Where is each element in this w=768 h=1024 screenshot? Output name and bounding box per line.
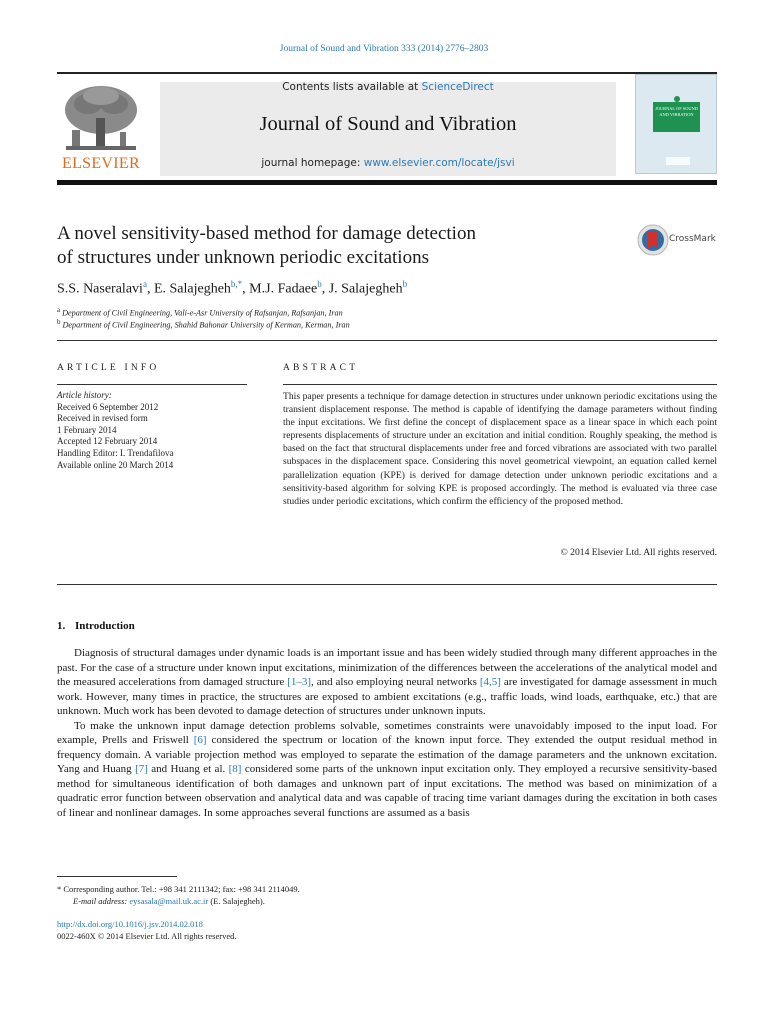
affiliation-text: Department of Civil Engineering, Shahid Bahonar University of Kerman, Kerman, Iran — [62, 320, 350, 330]
body-paragraph — [57, 646, 717, 719]
history-line: Available online 20 March 2014 — [57, 459, 174, 470]
section-heading-introduction — [57, 620, 135, 632]
reference-link[interactable]: [7] — [135, 763, 148, 775]
article-history — [57, 390, 174, 471]
author-affiliation-mark[interactable]: b — [402, 279, 408, 289]
crossmark-label[interactable]: CrossMark — [669, 234, 716, 244]
crossmark-icon[interactable] — [637, 224, 669, 256]
reference-link[interactable]: [6] — [193, 734, 207, 746]
reference-link[interactable]: [8] — [228, 763, 242, 775]
author-list: S.S. Naseralavi$^a$, E. Salajegheh$^{b,*}$, M.J. Fadaee$^b$, J. Salajegheh$^b$ — [57, 279, 408, 297]
text-run: considered the spectrum or location of the known input force. They extended the output residual method in frequency domain. A variable projection method was employed to separate the estimation of the damage parameters and the unknown excitation. Yang and Huang — [57, 734, 717, 775]
history-line: Received 6 September 2012 — [57, 401, 159, 412]
homepage-line — [160, 157, 616, 169]
footnote-rule — [57, 876, 177, 877]
affiliation-b — [57, 319, 350, 330]
text-run: and Huang et al. — [147, 763, 229, 775]
header-thick-rule — [57, 180, 717, 185]
affiliation-a — [57, 307, 343, 318]
text-run: considered some parts of the unknown input excitation only. They employed a recursive sensitivity-based method for simultaneous identification of both damages and unknown part of input excitations. The method was based on minimization of a quadratic error function between observation and analytical data and was capable of tracing time variant damages during the excitation in both cases of linear and nonlinear damages. In some approaches several functions are assumed as a basis — [57, 763, 717, 819]
email-note — [73, 896, 265, 906]
journal-title: Journal of Sound and Vibration — [259, 113, 517, 135]
homepage-prefix: journal homepage: — [261, 157, 364, 169]
text-run: , and also employing neural networks — [311, 676, 480, 688]
article-info-rule — [57, 384, 247, 385]
text-run: To make the unknown input damage detection problems solvable, sometimes constraints were unavoidably imposed to the input load. For example, Prells and Friswell — [57, 719, 717, 746]
email-link[interactable]: eysasala@mail.uk.ac.ir — [129, 896, 209, 906]
author-affiliation-mark[interactable]: a — [142, 279, 147, 289]
homepage-link[interactable]: www.elsevier.com/locate/jsvi — [363, 157, 515, 169]
author-name[interactable]: M.J. Fadaee — [249, 281, 318, 297]
corresponding-author-note: * Corresponding author. Tel.: +98 341 2111342; fax: +98 341 2114049. — [57, 884, 300, 894]
email-label: E-mail address: — [73, 896, 130, 906]
affiliation-text: Department of Civil Engineering, Vali-e-Asr University of Rafsanjan, Rafsanjan, Iran — [62, 308, 343, 318]
journal-cover-thumbnail[interactable] — [635, 74, 717, 174]
author-affiliation-mark[interactable]: b — [317, 279, 322, 289]
doi-link[interactable]: http://dx.doi.org/10.1016/j.jsv.2014.02.018 — [57, 919, 203, 929]
history-line: 1 February 2014 — [57, 424, 117, 435]
reference-link[interactable]: [1–3] — [287, 676, 312, 688]
abstract-text: This paper presents a technique for damage detection in structures under unknown periodic excitations using the transient displacement response. The method is capable of identifying the damage parameters without finding the input excitations. We first define the concept of displacement space as a linear space in which each point represents displacements of structure under an excitation and initial condition. Roughly speaking, the method is based on the fact that structural displacements under free and forced vibrations are associated with two parallel subspaces in the displacement space. Considering this novel geometrical viewpoint, an equation called kernel parallelization equation (KPE) is derived for damage detection under unknown periodic excitations and a sensitivity-based algorithm for solving KPE is proposed accordingly. The method is evaluated via three case studies under periodic excitations, which confirm the efficiency of the proposed method. — [283, 391, 717, 507]
sciencedirect-link[interactable]: ScienceDirect — [421, 81, 494, 93]
cover-publisher-mark — [666, 157, 690, 165]
author-name[interactable]: J. Salajegheh — [328, 281, 403, 297]
contents-line — [160, 81, 616, 93]
article-info-heading: ARTICLE INFO — [57, 363, 160, 373]
history-label: Article history: — [57, 390, 112, 400]
abstract-rule — [283, 384, 717, 385]
section-title: Introduction — [75, 620, 135, 632]
abstract-copyright: © 2014 Elsevier Ltd. All rights reserved. — [560, 547, 717, 558]
affiliation-mark: a — [57, 307, 61, 314]
cover-title: JOURNAL OF SOUND AND VIBRATION — [653, 102, 700, 132]
history-line: Handling Editor: I. Trendafilova — [57, 447, 174, 458]
history-line: Accepted 12 February 2014 — [57, 436, 158, 447]
abstract-heading: ABSTRACT — [283, 363, 359, 373]
text-run: Diagnosis of structural damages under dynamic loads is an important issue and has been widely studied through many different approaches in the past. For the case of a structure under known input excitations, minimization of the differences between the accelerations of the analytical model and the measured accelerations from damaged structure — [57, 647, 717, 688]
elsevier-wordmark: ELSEVIER — [62, 155, 140, 172]
section-number: 1. — [57, 620, 66, 632]
header-rule — [57, 72, 717, 74]
author-name[interactable]: S.S. Naseralavi — [57, 281, 143, 297]
affiliation-mark: b — [57, 319, 61, 326]
reference-link[interactable]: [4,5] — [479, 676, 501, 688]
section-rule — [57, 340, 717, 341]
history-line: Received in revised form — [57, 413, 148, 424]
contents-prefix: Contents lists available at — [282, 81, 422, 93]
body-paragraph — [57, 719, 717, 821]
abstract-bottom-rule — [57, 584, 717, 585]
author-affiliation-mark[interactable]: b,* — [230, 279, 243, 289]
article-title-line-1: A novel sensitivity-based method for damage detection — [57, 223, 476, 244]
introduction-body — [57, 646, 717, 820]
author-name[interactable]: E. Salajegheh — [153, 281, 231, 297]
article-title — [57, 222, 617, 270]
issn-copyright: 0022-460X © 2014 Elsevier Ltd. All rights reserved. — [57, 931, 237, 941]
journal-citation-link[interactable]: Journal of Sound and Vibration 333 (2014) 2776–2803 — [279, 44, 489, 54]
text-run: are investigated for damage assessment in much work. However, many times in practice, the structures are exposed to ambient excitations (e.g., traffic loads, wind loads, earthquake, etc.) that are unknown. Much work has been devoted to damage detection of structures under unknown inputs. — [57, 676, 717, 717]
article-title-line-2: of structures under unknown periodic excitations — [57, 247, 429, 268]
email-suffix: (E. Salajegheh). — [208, 896, 265, 906]
